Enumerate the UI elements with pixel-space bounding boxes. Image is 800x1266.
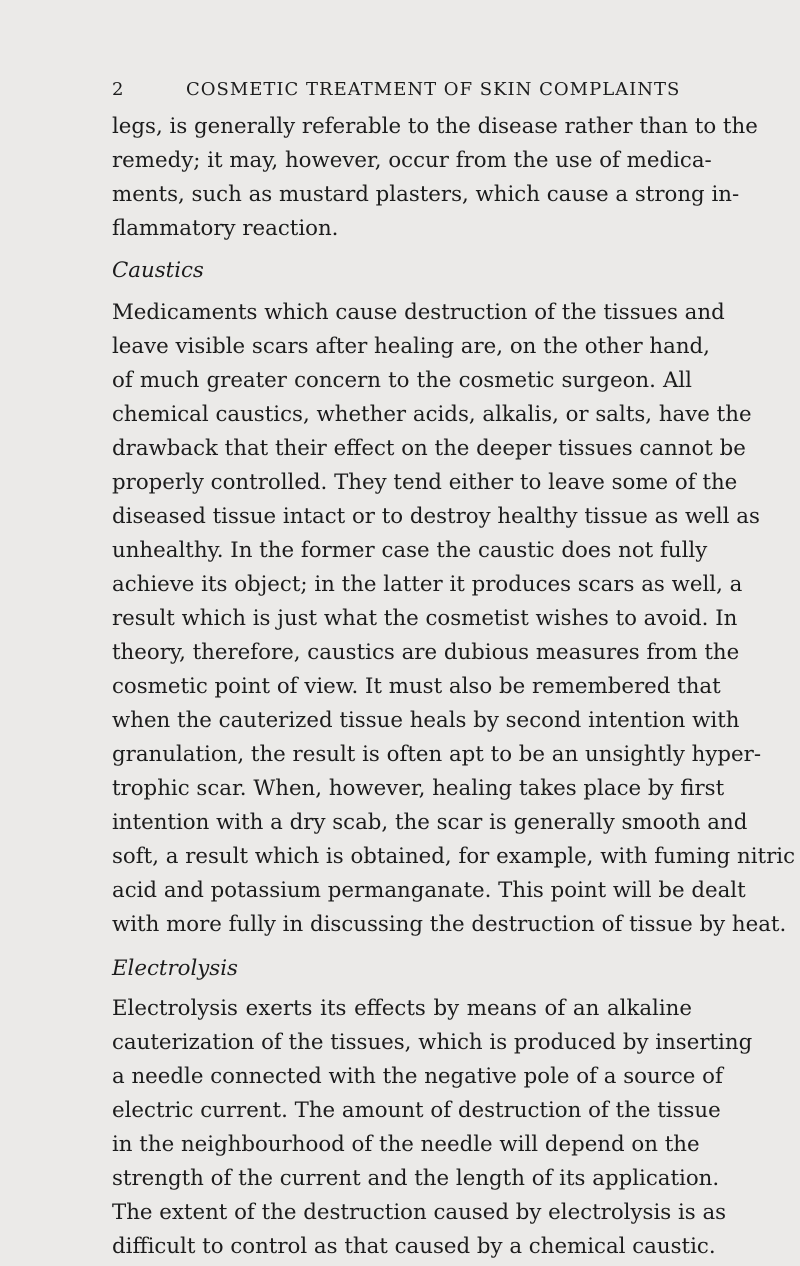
text-line: trophic scar. When, however, healing takes place by first [112, 776, 725, 801]
text-line: chemical caustics, whether acids, alkalis, or salts, have the [112, 402, 752, 427]
text-line: cauterization of the tissues, which is produced by inserting [112, 1030, 753, 1055]
text-line: strength of the current and the length of its application. [112, 1166, 720, 1191]
text-line: with more fully in discussing the destruction of tissue by heat. [112, 912, 787, 937]
text-line: soft, a result which is obtained, for example, with fuming nitric [112, 844, 796, 869]
text-line: ments, such as mustard plasters, which cause a strong in- [112, 182, 740, 207]
text-line: granulation, the result is often apt to be an unsightly hyper- [112, 742, 762, 767]
text-line: The extent of the destruction caused by electrolysis is as [112, 1200, 727, 1225]
page-number: 2 [112, 79, 125, 100]
text-line: achieve its object; in the latter it produces scars as well, a [112, 572, 743, 597]
text-line: intention with a dry scab, the scar is generally smooth and [112, 810, 748, 835]
text-line: acid and potassium permanganate. This point will be dealt [112, 878, 746, 903]
text-line: Electrolysis exerts its effects by means of an alkaline [112, 996, 692, 1021]
text-line: unhealthy. In the former case the caustic does not fully [112, 538, 708, 563]
section-heading-electrolysis: Electrolysis [112, 956, 238, 981]
text-line: result which is just what the cosmetist wishes to avoid. In [112, 606, 738, 631]
text-line: flammatory reaction. [112, 216, 339, 241]
text-line: properly controlled. They tend either to leave some of the [112, 470, 738, 495]
text-line: diseased tissue intact or to destroy healthy tissue as well as [112, 504, 760, 529]
text-line: when the cauterized tissue heals by second intention with [112, 708, 740, 733]
running-title: COSMETIC TREATMENT OF SKIN COMPLAINTS [186, 79, 681, 100]
text-line: of much greater concern to the cosmetic surgeon. All [112, 368, 692, 393]
text-line: remedy; it may, however, occur from the use of medica- [112, 148, 712, 173]
text-line: difficult to control as that caused by a chemical caustic. [112, 1234, 716, 1259]
text-line: legs, is generally referable to the disease rather than to the [112, 114, 758, 139]
text-line: cosmetic point of view. It must also be remembered that [112, 674, 721, 699]
section-heading-caustics: Caustics [112, 258, 204, 283]
text-line: electric current. The amount of destruction of the tissue [112, 1098, 721, 1123]
text-line: drawback that their effect on the deeper tissues cannot be [112, 436, 746, 461]
text-line: theory, therefore, caustics are dubious measures from the [112, 640, 740, 665]
running-head [112, 79, 702, 107]
text-line: Medicaments which cause destruction of the tissues and [112, 300, 725, 325]
text-line: in the neighbourhood of the needle will depend on the [112, 1132, 700, 1157]
text-line: leave visible scars after healing are, on the other hand, [112, 334, 710, 359]
text-line: a needle connected with the negative pole of a source of [112, 1064, 723, 1089]
